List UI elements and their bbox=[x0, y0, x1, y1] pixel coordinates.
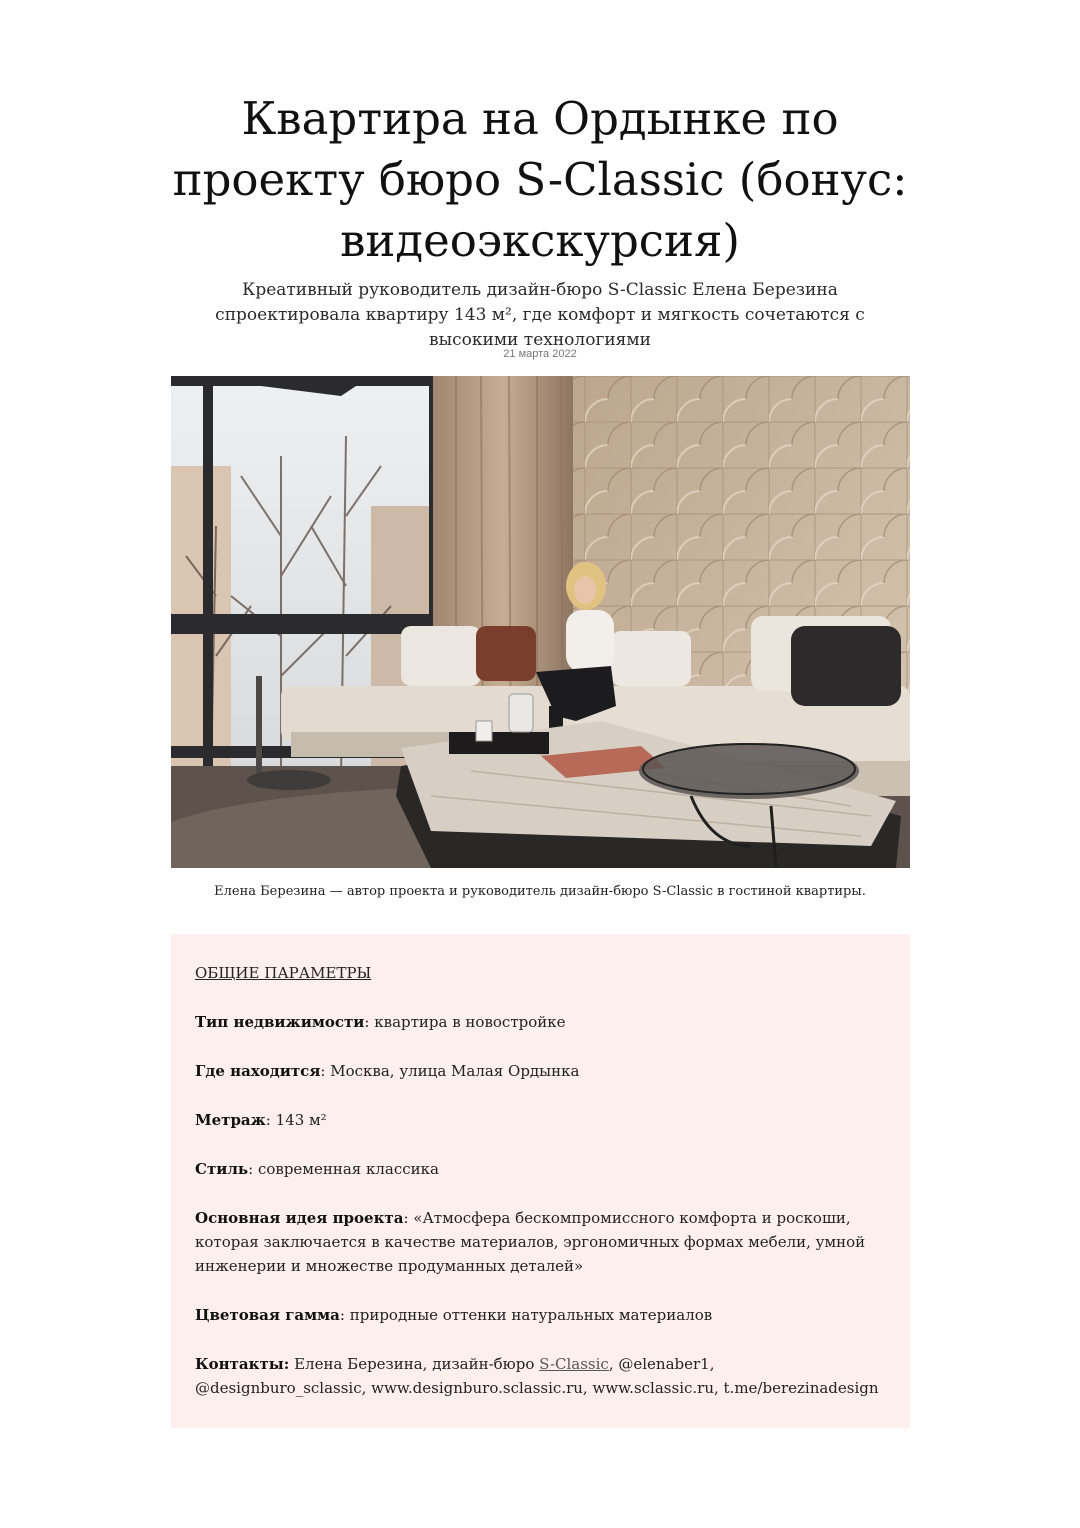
param-contacts-after-link: , @elenaber1, @designburo_sclassic, www.designburo.sclassic.ru, www.sclassic.ru, t.me/berezinadesign bbox=[195, 1355, 879, 1397]
param-location-value: : Москва, улица Малая Ордынка bbox=[320, 1062, 580, 1080]
param-colors bbox=[195, 1303, 886, 1327]
sclassic-link[interactable]: S-Classic bbox=[539, 1355, 609, 1373]
param-idea-label: Основная идея проекта bbox=[195, 1209, 404, 1227]
publish-date: 21 марта 2022 bbox=[503, 348, 577, 360]
article-lead: Креативный руководитель дизайн-бюро S-Classic Елена Березина спроектировала квартиру 143 м², где комфорт и мягкость сочетаются с высокими технологиями bbox=[215, 280, 865, 350]
image-caption: Елена Березина — автор проекта и руководитель дизайн-бюро S-Classic в гостиной квартиры. bbox=[214, 884, 866, 899]
param-location bbox=[195, 1059, 886, 1083]
param-style bbox=[195, 1157, 886, 1181]
param-type-value: : квартира в новостройке bbox=[364, 1013, 566, 1031]
param-area bbox=[195, 1108, 886, 1132]
param-colors-label: Цветовая гамма bbox=[195, 1306, 340, 1324]
param-type-label: Тип недвижимости bbox=[195, 1013, 365, 1031]
hero-image bbox=[171, 376, 910, 868]
param-location-label: Где находится bbox=[195, 1062, 321, 1080]
param-idea bbox=[195, 1206, 886, 1278]
param-colors-value: : природные оттенки натуральных материалов bbox=[339, 1306, 713, 1324]
param-contacts-before-link: Елена Березина, дизайн-бюро bbox=[289, 1355, 540, 1373]
article-title: Квартира на Ордынке по проекту бюро S-Classic (бонус: видеоэкскурсия) bbox=[172, 92, 908, 267]
param-style-value: : современная классика bbox=[248, 1160, 439, 1178]
param-area-value: : 143 м² bbox=[265, 1111, 327, 1129]
param-type bbox=[195, 1010, 886, 1034]
param-contacts bbox=[195, 1352, 886, 1400]
param-contacts-label: Контакты: bbox=[195, 1355, 290, 1373]
param-area-label: Метраж bbox=[195, 1111, 266, 1129]
param-idea-value: : «Атмосфера бескомпромиссного комфорта и роскоши, которая заключается в качестве материалов, эргономичных формах мебели, умной инженерии и множестве продуманных деталей» bbox=[195, 1209, 866, 1275]
param-style-label: Стиль bbox=[195, 1160, 249, 1178]
params-heading: ОБЩИЕ ПАРАМЕТРЫ bbox=[195, 964, 372, 982]
general-params-panel bbox=[171, 934, 910, 1428]
